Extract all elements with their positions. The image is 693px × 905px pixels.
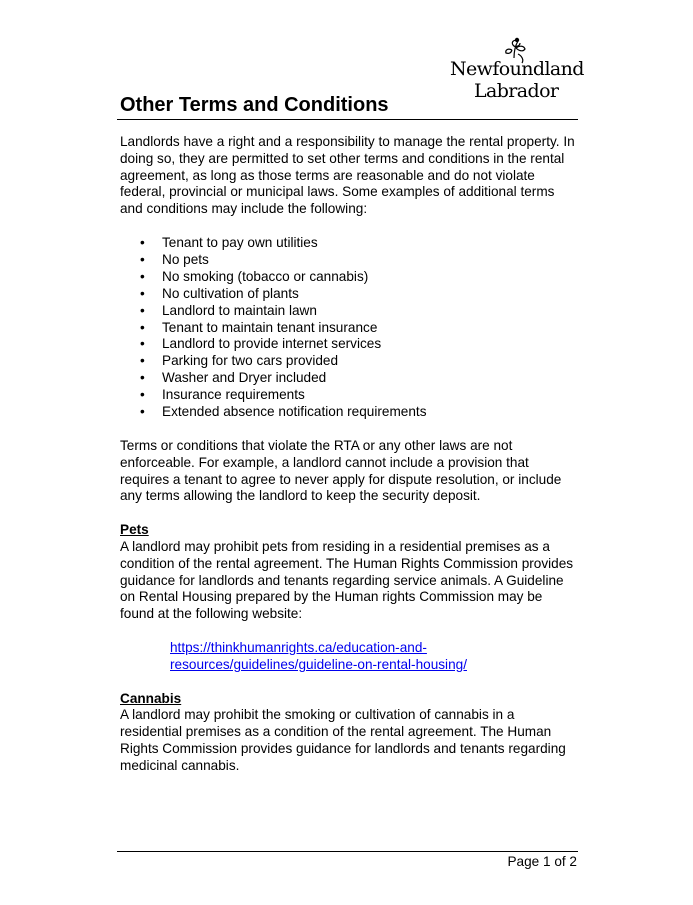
list-item: • No pets bbox=[120, 252, 580, 269]
title-divider bbox=[117, 119, 578, 120]
intro-paragraph: Landlords have a right and a responsibility to manage the rental property. In doing so, they are permitted to set other terms and conditions in the rental agreement, as long as those terms are reasonable and do not violate federal, provincial or municipal laws. Some examples of additional terms and conditions may include the following: bbox=[120, 134, 575, 217]
page-title: Other Terms and Conditions bbox=[120, 94, 389, 116]
page-number: Page 1 of 2 bbox=[507, 854, 577, 869]
list-item: • Tenant to pay own utilities bbox=[120, 235, 580, 252]
pets-paragraph: A landlord may prohibit pets from residing in a residential premises as a condition of the rental agreement. The Human Rights Commission provides guidance for landlords and tenants regarding service animals. A Guideline on Rental Housing prepared by the Human rights Commission may be found at the following website: bbox=[120, 538, 574, 622]
pets-heading: Pets bbox=[120, 522, 149, 538]
document-body bbox=[120, 134, 580, 775]
list-item: • Tenant to maintain tenant insurance bbox=[120, 320, 580, 337]
newfoundland-labrador-logo bbox=[448, 36, 584, 102]
examples-list bbox=[120, 235, 580, 421]
logo-text-newfoundland: Newfoundland bbox=[450, 58, 584, 80]
enforceability-paragraph: Terms or conditions that violate the RTA or any other laws are not enforceable. For example, a landlord cannot include a provision that requires a tenant to agree to never apply for dispute resolution, or include any terms allowing the landlord to keep the security deposit. bbox=[120, 437, 562, 504]
footer-divider bbox=[117, 851, 578, 852]
cannabis-heading: Cannabis bbox=[120, 690, 182, 706]
list-item: • Extended absence notification requirements bbox=[120, 404, 580, 421]
link-line-2: resources/guidelines/guideline-on-rental-housing/ bbox=[170, 656, 467, 672]
link-line-1: https://thinkhumanrights.ca/education-and- bbox=[170, 639, 427, 655]
rental-housing-guideline-link[interactable] bbox=[170, 640, 580, 674]
list-item: • No smoking (tobacco or cannabis) bbox=[120, 269, 580, 286]
list-item: • Landlord to provide internet services bbox=[120, 336, 580, 353]
list-item: • Washer and Dryer included bbox=[120, 370, 580, 387]
logo-text-labrador: Labrador bbox=[474, 80, 559, 102]
list-item: • Insurance requirements bbox=[120, 387, 580, 404]
list-item: • Parking for two cars provided bbox=[120, 353, 580, 370]
list-item: • Landlord to maintain lawn bbox=[120, 303, 580, 320]
list-item: • No cultivation of plants bbox=[120, 286, 580, 303]
cannabis-paragraph: A landlord may prohibit the smoking or cultivation of cannabis in a residential premises as a condition of the rental agreement. The Human Rights Commission provides guidance for landlords and tenants regarding medicinal cannabis. bbox=[120, 707, 566, 773]
